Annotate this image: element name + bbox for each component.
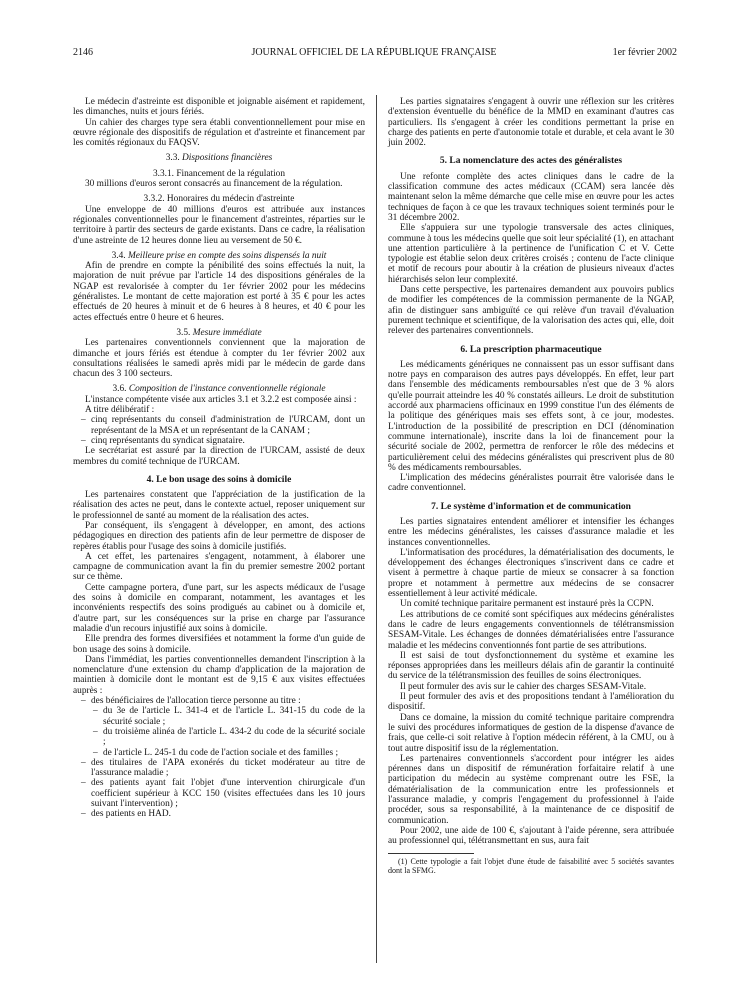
section-heading-6: 6. La prescription pharmaceutique [460, 344, 602, 355]
paragraph: Les parties signataires entendent améliorer et intensifier les échanges entre les médecins généralistes, les caisses d'assurance maladie et les instances conventionnelles. [388, 516, 674, 548]
paragraph: Les parties signataires s'engagent à ouvrir une réflexion sur les critères d'extension éventuelle du bénéfice de la MMD en examinant d'autres cas particuliers. Ils s'engagent à créer les conditions permettant la prise en charge des patients en perte d'autonomie totale et durable, et cela avant le 30 juin 2002. [388, 97, 674, 149]
paragraph: Le secrétariat est assuré par la direction de l'URCAM, assisté de deux membres du comité technique de l'URCAM. [73, 446, 365, 467]
paragraph: L'instance compétente visée aux articles 3.1 et 3.2.2 est composée ainsi : [85, 394, 357, 405]
paragraph: Par conséquent, ils s'engagent à développer, en amont, des actions pédagogiques en direction des patients afin de leur permettre de disposer de repères établis pour l'usage des soins à domicile justifiés. [73, 520, 365, 552]
paragraph: A cet effet, les partenaires s'engagent, notamment, à élaborer une campagne de communication avant la fin du premier semestre 2002 portant sur ce thème. [73, 551, 365, 583]
page-header [0, 47, 748, 61]
paragraph: Les partenaires conventionnels conviennent que la majoration de dimanche et jours fériés est étendue à compter du 1er février 2002 aux consultations réalisées le samedi après midi par le médecin de garde dans chacun des 3 100 secteurs. [73, 338, 365, 380]
paragraph: Elle s'appuiera sur une typologie transversale des actes cliniques, commune à tous les médecins quelle que soit leur spécialité (1), en attachant une attention particulière à la pertinence de l'unification C et V. Cette typologie est établie selon deux critères croisés ; contenu de l'acte clinique et motif de recours pour aboutir à la création de plusieurs niveaux d'actes hiérarchisés selon leur complexité. [388, 223, 674, 285]
section-heading-4: 4. Le bon usage des soins à domicile [146, 474, 292, 485]
paragraph: Il peut formuler des avis et des propositions tendant à l'amélioration du dispositif. [388, 692, 674, 713]
paragraph: Dans l'immédiat, les parties conventionnelles demandent l'inscription à la nomenclature d'une extension du champ d'application de la majoration de maintien à domicile dont le montant est de 9,15 € aux visites effectuées auprès : [73, 654, 365, 696]
paragraph: Les attributions de ce comité sont spécifiques aux médecins généralistes dans le cadre de leurs engagements conventionnels de télétransmission SESAM-Vitale. Les échanges de données dématérialisées entre l'assurance maladie et les médecins conventionnés font partie de ses attributions. [388, 609, 674, 651]
section-heading-3-5: 3.5. Mesure immédiate [176, 327, 262, 338]
beneficiaries-sublist [73, 706, 365, 757]
paragraph: Il peut formuler des avis sur le cahier des charges SESAM-Vitale. [400, 681, 647, 692]
paragraph: Le médecin d'astreinte est disponible et joignable aisément et rapidement, les dimanches, nuits et jours fériés. [73, 97, 365, 118]
paragraph: Elle prendra des formes diversifiées et notamment la forme d'un guide de bon usage des soins à domicile. [73, 634, 365, 655]
paragraph: A titre délibératif : [85, 405, 155, 416]
issue-date: 1er février 2002 [612, 47, 677, 58]
list-item: – des titulaires de l'APA exonérés du ticket modérateur au titre de l'assurance maladie ; [91, 758, 365, 779]
section-heading-3-3-1: 3.3.1. Financement de la régulation [152, 168, 286, 179]
beneficiaries-list-continued [73, 758, 365, 820]
list-item: – du 3e de l'article L. 341-4 et de l'article L. 341-15 du code de la sécurité sociale ; [103, 706, 365, 727]
paragraph: Les partenaires conventionnels s'accordent pour intégrer les aides pérennes dans un dispositif de rémunération forfaitaire relatif à une participation du médecin au système comprenant outre les FSE, la dématérialisation de la communication entre les professionnels et l'assurance maladie, y compris l'engagement du professionnel à l'aide procéder, sous sa responsabilité, à la maintenance de ce dispositif de communication. [388, 753, 674, 826]
beneficiaries-list [73, 696, 365, 706]
section-heading-3-3-2: 3.3.2. Honoraires du médecin d'astreinte [143, 194, 295, 205]
list-item: – de l'article L. 245-1 du code de l'action sociale et des familles ; [103, 748, 365, 758]
paragraph: Cette campagne portera, d'une part, sur les aspects médicaux de l'usage des soins à domicile en comparant, notamment, les avantages et les inconvénients respectifs des soins prodigués au cabinet ou à domicile et, d'autre part, sur les conséquences sur la prise en charge par l'assurance maladie d'un recours injustifié aux soins à domicile. [73, 582, 365, 634]
left-column [73, 97, 365, 820]
paragraph: 30 millions d'euros seront consacrés au financement de la régulation. [85, 179, 343, 190]
members-list [73, 415, 365, 446]
section-heading-7: 7. Le système d'information et de communication [431, 501, 631, 512]
section-heading-3-3: 3.3. Dispositions financières [165, 153, 273, 164]
paragraph: Afin de prendre en compte la pénibilité des soins effectués la nuit, la majoration de nuit prévue par l'article 14 des dispositions générales de la NGAP est revalorisée à compter du 1er février 2002 pour les médecins généralistes. Le montant de cette majoration est porté à 35 € pour les actes effectués de 20 heures à minuit et de 6 heures à 8 heures, et 40 € pour les actes effectués entre 0 heure et 6 heures. [73, 261, 365, 323]
footnote: (1) Cette typologie a fait l'objet d'une étude de faisabilité avec 5 sociétés savantes dont la SFMG. [388, 857, 674, 876]
paragraph: Dans cette perspective, les partenaires demandent aux pouvoirs publics de modifier les compétences de la commission permanente de la NGAP, afin de distinguer sans ambiguïté ce qui relève d'un travail d'évaluation purement technique et scientifique, de la valorisation des actes qui, elle, doit relever des partenaires conventionnels. [388, 285, 674, 337]
paragraph: Il est saisi de tout dysfonctionnement du système et examine les réponses appropriées dans les meilleurs délais afin de garantir la continuité du service de la télétransmission des feuilles de soins électroniques. [388, 650, 674, 682]
paragraph: Un cahier des charges type sera établi conventionnellement pour mise en œuvre régionale des dispositifs de régulation et d'astreinte et financement par les comités régionaux du FAQSV. [73, 117, 365, 149]
list-item: – des patients ayant fait l'objet d'une intervention chirurgicale d'un coefficient supérieur à KCC 150 (visites effectuées dans les 10 jours suivant l'intervention) ; [91, 778, 365, 809]
list-item: – des bénéficiaires de l'allocation tierce personne au titre : [91, 696, 365, 706]
right-column [388, 97, 674, 875]
paragraph: Dans ce domaine, la mission du comité technique paritaire comprendra le suivi des procédures informatiques de gestion de la dispense d'avance de frais, que celle-ci soit relative à l'option médecin référent, à la CMU, ou à tout autre dispositif issu de la réglementation. [388, 712, 674, 754]
column-divider [376, 95, 377, 963]
list-item: – cinq représentants du conseil d'administration de l'URCAM, dont un représentant de la MSA et un représentant de la CANAM ; [91, 415, 365, 436]
section-heading-3-6: 3.6. Composition de l'instance conventionnelle régionale [112, 384, 326, 395]
section-heading-3-4: 3.4. Meilleure prise en compte des soins dispensés la nuit [111, 250, 327, 261]
paragraph: L'implication des médecins généralistes pourrait être valorisée dans le cadre conventionnel. [388, 473, 674, 494]
list-item: – des patients en HAD. [91, 809, 365, 819]
paragraph: L'informatisation des procédures, la dématérialisation des documents, le développement des échanges électroniques s'inscrivent dans ce cadre et visent à permettre à chaque partie de mieux se consacrer à sa fonction propre et notamment à permettre aux médecins de se consacrer essentiellement à leur activité médicale. [388, 547, 674, 600]
paragraph: Une refonte complète des actes cliniques dans le cadre de la classification commune des actes médicaux (CCAM) sera lancée dès maintenant selon la même démarche que celle mise en œuvre pour les actes techniques de façon à ce que les travaux techniques soient terminés pour le 31 décembre 2002. [388, 171, 674, 223]
journal-title: JOURNAL OFFICIEL DE LA RÉPUBLIQUE FRANÇAISE [251, 47, 497, 58]
section-heading-5: 5. La nomenclature des actes des généralistes [439, 156, 623, 167]
page-number: 2146 [73, 47, 93, 58]
paragraph: Une enveloppe de 40 millions d'euros est attribuée aux instances régionales conventionnelles pour le financement d'astreintes, réparties sur le territoire à partir des secteurs de garde existants. Dans ce cadre, la réalisation d'une astreinte de 12 heures donne lieu au versement de 50 €. [73, 204, 365, 246]
list-item: – du troisième alinéa de l'article L. 434-2 du code de la sécurité sociale ; [103, 727, 365, 748]
footnote-rule [388, 853, 474, 854]
paragraph: Un comité technique paritaire permanent est instauré près la CCPN. [400, 599, 654, 610]
paragraph: Pour 2002, une aide de 100 €, s'ajoutant à l'aide pérenne, sera attribuée au professionnel qui, télétransmettant en sus, aura fait [388, 825, 674, 847]
list-item: – cinq représentants du syndicat signataire. [91, 436, 365, 446]
paragraph: Les médicaments génériques ne connaissent pas un essor suffisant dans notre pays en comparaison des autres pays développés. En effet, leur part dans l'ensemble des médicaments remboursables n'est que de 3 % alors qu'elle pourrait atteindre les 40 % constatés ailleurs. Le droit de substitution accordé aux pharmaciens officinaux en 1999 constitue l'un des éléments de la politique des génériques mais ses effets sont, à ce jour, modestes. L'introduction de la possibilité de prescription en DCI (dénomination commune internationale), inscrite dans la loi de financement pour la sécurité sociale de 2002, permettra de renforcer le rôle des médecins et particulièrement celui des médecins généralistes qui prescrivent plus de 80 % des médicaments remboursables. [388, 359, 674, 473]
paragraph: Les partenaires constatent que l'appréciation de la justification de la réalisation des actes ne peut, dans le contexte actuel, reposer uniquement sur le professionnel de santé au moment de la réalisation des actes. [73, 490, 365, 521]
